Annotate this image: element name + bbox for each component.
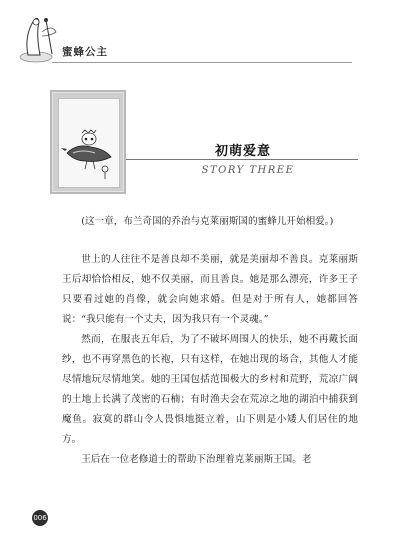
book-title: 蜜蜂公主 xyxy=(62,46,108,58)
header-divider xyxy=(52,62,352,63)
running-header xyxy=(0,0,400,70)
chapter-illustration-frame xyxy=(50,90,126,194)
bird-icon xyxy=(59,99,119,187)
chapter-title: 初萌爱意 xyxy=(214,144,271,159)
paragraph: 然而，在服丧五年后，为了不破坏周围人的快乐，她不再戴长面纱，也不再穿黑色的长袍，只有这样，在她出现的场合，其他人才能尽情地玩尽情地笑。她的王国包括范围极大的乡村和荒野，荒凉广阔的土地上长满了茂密的石楠；有时渔夫会在荒凉之地的湖泊中捕获到魔鱼。寂寞的群山令人畏惧地挺立着，山下则是小矮人们居住的地方。 xyxy=(62,334,358,445)
paragraph: 王后在一位老修道士的帮助下治理着克莱丽斯王国。老 xyxy=(81,454,312,465)
chapter-summary: (这一章，布兰奇国的乔治与克莱丽斯国的蜜蜂儿开始相爱。) xyxy=(81,216,334,227)
fairy-decoration-icon xyxy=(18,14,60,64)
chapter-illustration xyxy=(58,98,120,188)
chapter-subtitle: STORY THREE xyxy=(201,165,295,176)
page-number: 006 xyxy=(32,510,48,526)
paragraph: 世上的人往往不是善良却不美丽，就是美丽却不善良。克莱丽斯王后却恰恰相反，她不仅美丽，而且善良。她是那么漂亮，许多王子只要看过她的肖像，就会向她求婚。但是对于所有人，她都回答说：“我只能有一个丈夫，因为我只有一个灵魂。” xyxy=(62,254,358,325)
chapter-title-divider xyxy=(126,159,358,160)
body-text xyxy=(62,212,358,470)
